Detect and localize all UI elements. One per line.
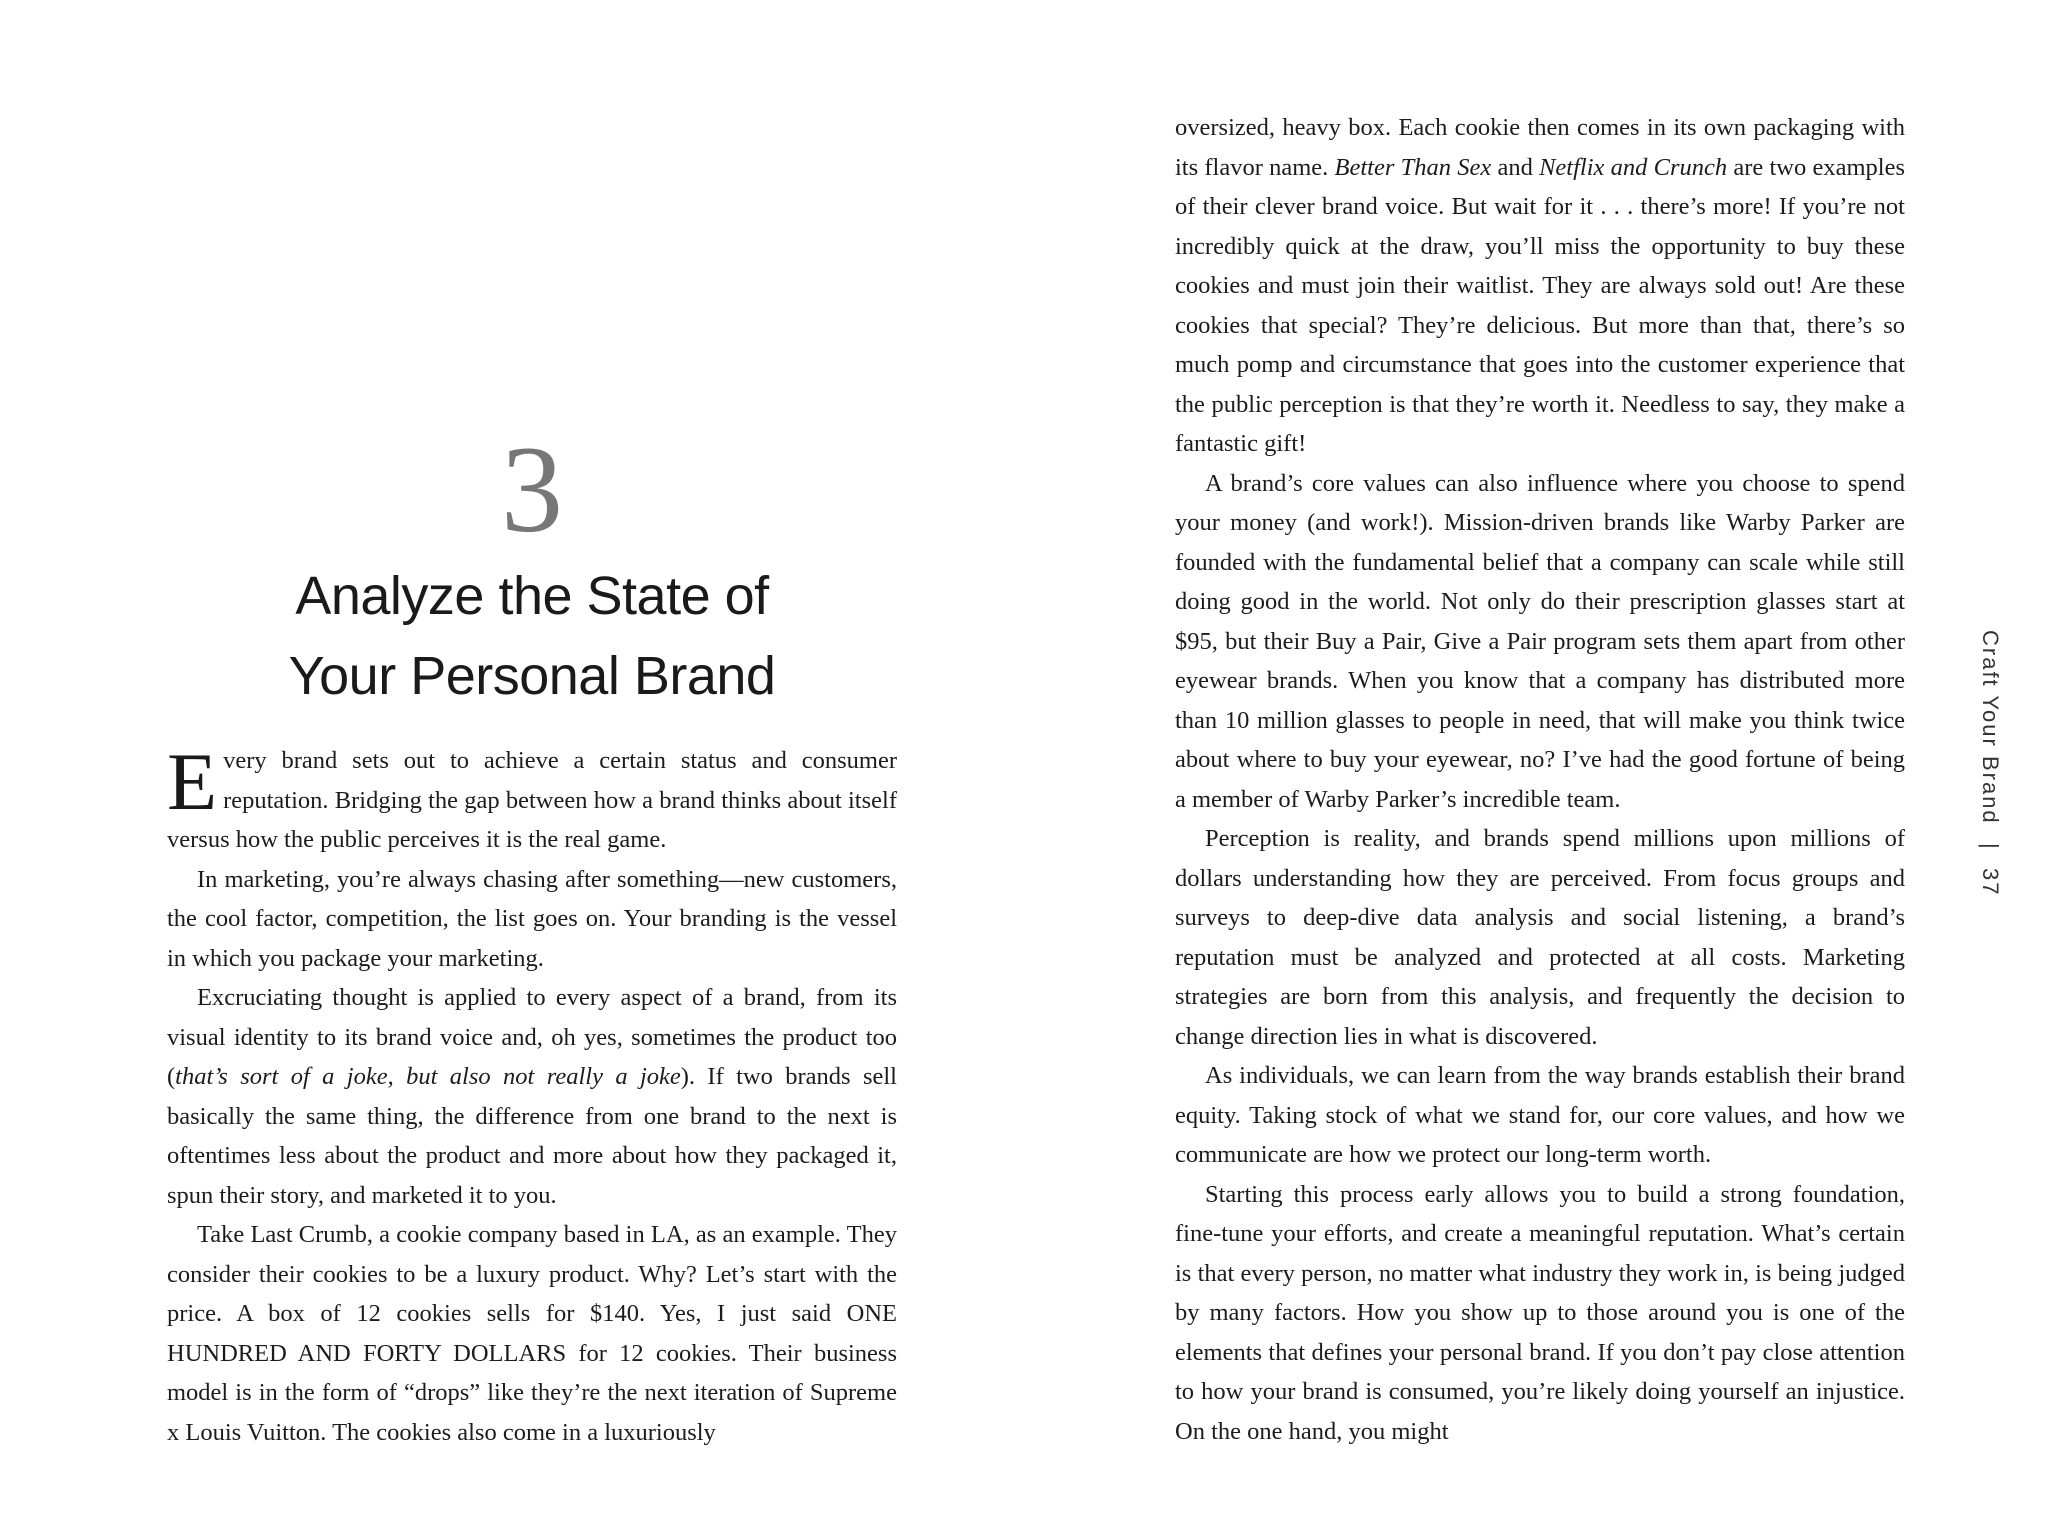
running-head-title: Craft Your Brand — [1978, 630, 2003, 825]
paragraph-1-text: very brand sets out to achieve a certain status and consumer reputation. Bridging the gap between how a brand thinks about itself versus how the public perceives it is the real game. — [167, 747, 897, 853]
right-page — [1024, 0, 2048, 1536]
paragraph-3-italic: that’s sort of a joke, but also not really a joke — [175, 1063, 681, 1090]
chapter-title-line-2: Your Personal Brand — [288, 646, 776, 706]
page-number: 37 — [1978, 868, 2003, 897]
chapter-title — [167, 556, 897, 716]
paragraph-5-text-a: oversized, heavy box. Each cookie then comes in its own packaging with its flavor name. — [1175, 114, 1905, 181]
paragraph-7: Perception is reality, and brands spend millions upon millions of dollars understanding how they are perceived. From focus groups and surveys to deep-dive data analysis and social listening, a brand’s reputation must be analyzed and protected at all costs. Marketing strategies are born from this analysis, and frequently the decision to change direction lies in what is discovered. — [1175, 825, 1905, 1050]
paragraph-2: In marketing, you’re always chasing after something—new customers, the cool factor, competition, the list goes on. Your branding is the vessel in which you package your marketing. — [167, 865, 897, 972]
paragraph-4: Take Last Crumb, a cookie company based in LA, as an example. They consider their cookies to be a luxury product. Why? Let’s start with the price. A box of 12 cookies sells for $140. Yes, I just said ONE HUNDRED AND FORTY DOLLARS for 12 cookies. Their business model is in the form of “drops” like they’re the next iteration of Supreme x Louis Vuitton. The cookies also come in a luxuriously — [167, 1221, 897, 1446]
drop-cap: E — [167, 736, 218, 827]
running-head-separator: | — [1978, 842, 2003, 851]
chapter-number: 3 — [501, 421, 563, 558]
paragraph-3-text-b: ). If two brands sell basically the same thing, the difference from one brand to the next is oftentimes less about the product and more about how they packaged it, spun their story, and marketed it to you. — [167, 1063, 897, 1209]
paragraph-8: As individuals, we can learn from the way brands establish their brand equity. Taking stock of what we stand for, our core values, and how we communicate are how we protect our long-term worth. — [1175, 1062, 1905, 1168]
paragraph-3 — [167, 978, 897, 1215]
paragraph-5-text-b: and — [1491, 153, 1540, 181]
paragraph-5-italic-1: Better Than Sex — [1334, 153, 1492, 181]
chapter-title-line-1: Analyze the State of — [295, 566, 769, 626]
paragraph-5-text-c: are two examples of their clever brand voice. But wait for it . . . there’s more! If you’re not incredibly quick at the draw, you’ll miss the opportunity to buy these cookies and must join their waitlist. They are always sold out! Are these cookies that special? They’re delicious. But more than that, there’s so much pomp and circumstance that goes into the customer experience that the public perception is that they’re worth it. Needless to say, they make a fantastic gift! — [1175, 153, 1905, 457]
paragraph-1 — [167, 736, 897, 860]
paragraph-3-text-a: Excruciating thought is applied to every aspect of a brand, from its visual identity to its brand voice and, oh yes, sometimes the product too ( — [167, 984, 897, 1090]
paragraph-5 — [1175, 108, 1905, 464]
right-body-text — [1175, 108, 1905, 1451]
paragraph-9: Starting this process early allows you to build a strong foundation, fine-tune your efforts, and create a meaningful reputation. What’s certain is that every person, no matter what industry they work in, is being judged by many factors. How you show up to those around you is one of the elements that defines your personal brand. If you don’t pay close attention to how your brand is consumed, you’re likely doing yourself an injustice. On the one hand, you might — [1175, 1180, 1905, 1445]
left-body-text — [167, 736, 897, 1452]
paragraph-5-italic-2: Netflix and Crunch — [1539, 153, 1728, 181]
running-head — [1968, 630, 2012, 960]
paragraph-6: A brand’s core values can also influence where you choose to spend your money (and work!). Mission-driven brands like Warby Parker are founded with the fundamental belief that a company can scale while still doing good in the world. Not only do their prescription glasses start at $95, but their Buy a Pair, Give a Pair program sets them apart from other eyewear brands. When you know that a company has distributed more than 10 million glasses to people in need, that will make you think twice about where to buy your eyewear, no? I’ve had the good fortune of being a member of Warby Parker’s incredible team. — [1175, 469, 1905, 813]
